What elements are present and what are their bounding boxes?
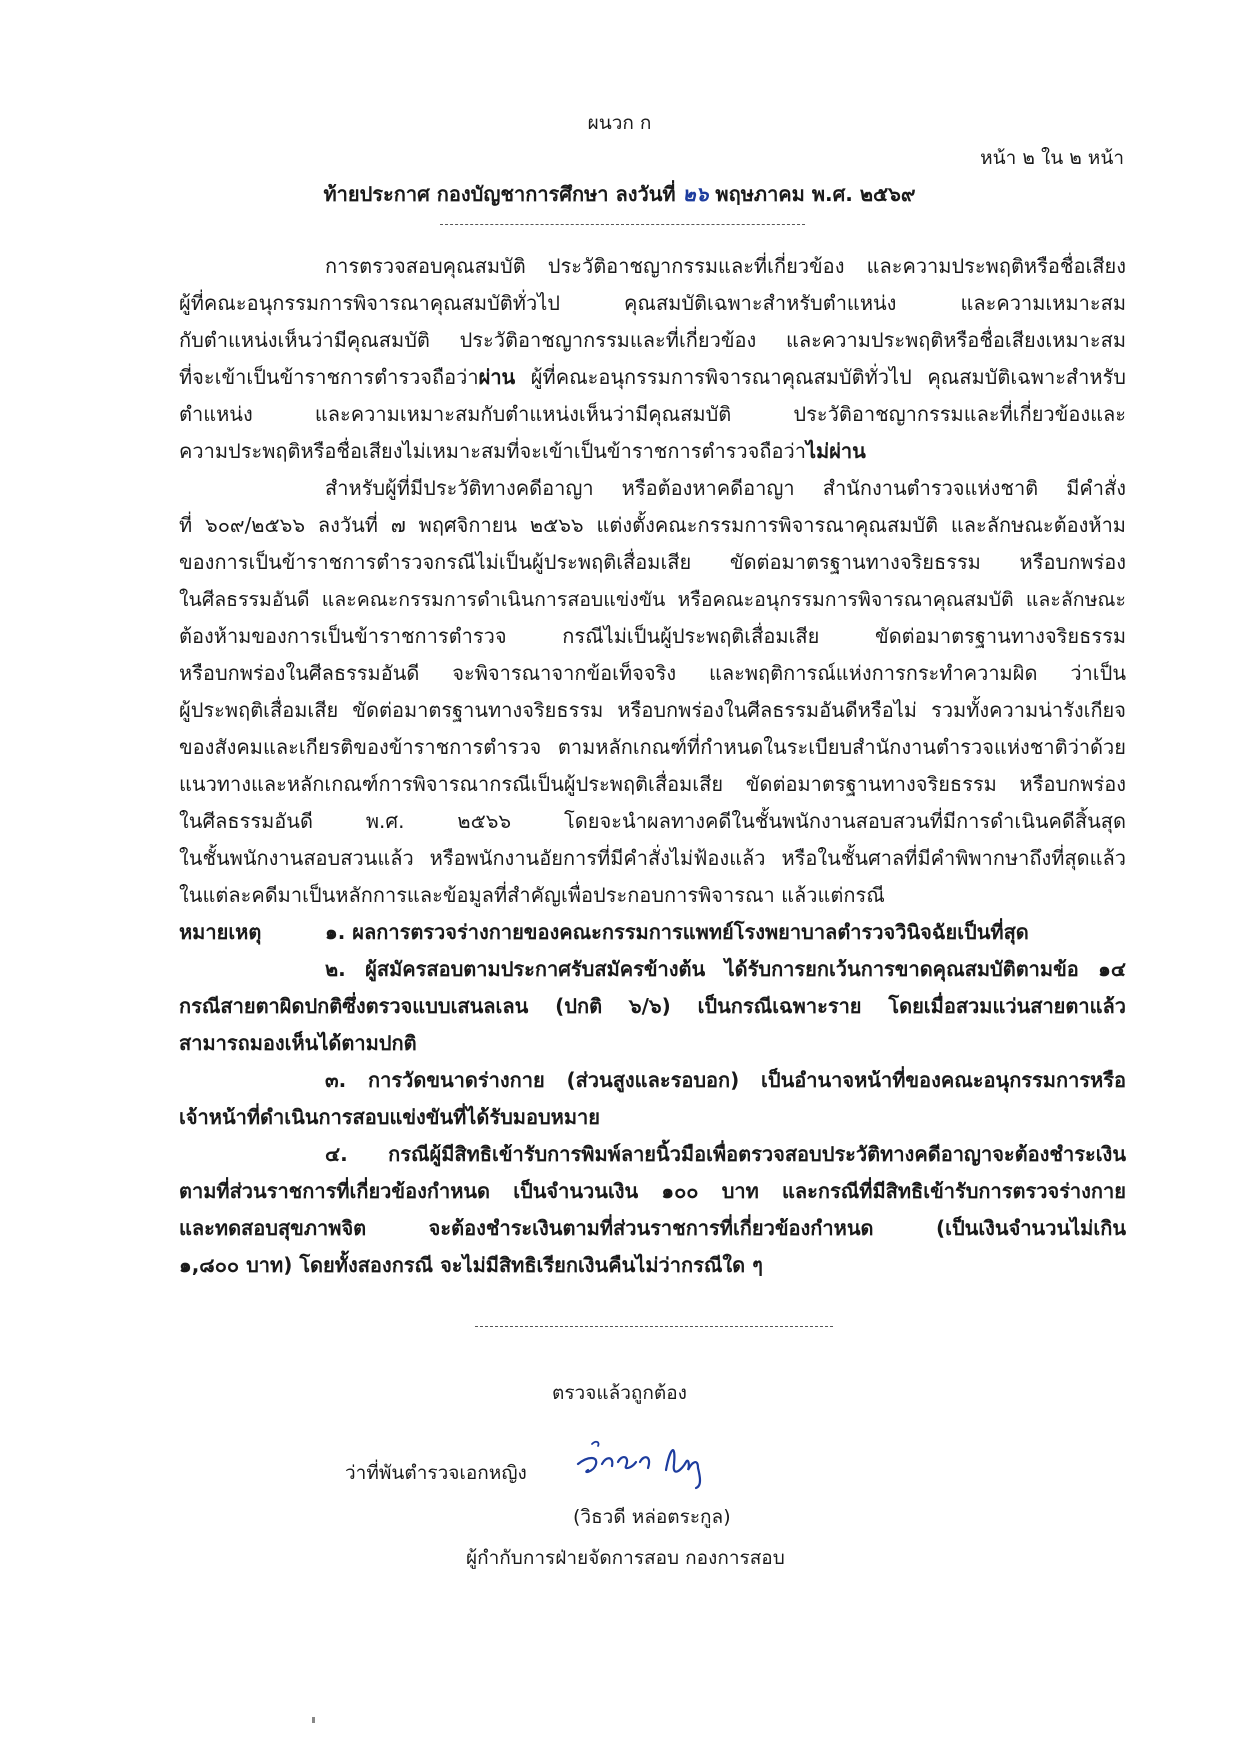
header-suffix: พฤษภาคม พ.ศ. ๒๕๖๙ (715, 182, 916, 206)
para1-line: ตำแหน่ง และความเหมาะสมกับตำแหน่งเห็นว่ามีคุณสมบัติ ประวัติอาชญากรรมและที่เกี่ยวข้องและ (179, 402, 1126, 426)
note-2-line: กรณีสายตาผิดปกติซึ่งตรวจแบบเสนลเลน (ปกติ ๖/๖) เป็นกรณีเฉพาะราย โดยเมื่อสวมแว่นสายตาแล้ว (179, 994, 1126, 1018)
notes-label: หมายเหตุ (179, 920, 262, 944)
header-day: ๒๖ (682, 182, 709, 206)
para2-line: ในศีลธรรมอันดี พ.ศ. ๒๕๖๖ โดยจะนำผลทางคดีในชั้นพนักงานสอบสวนที่มีการดำเนินคดีสิ้นสุด (179, 809, 1126, 833)
para1-line (179, 359, 1126, 396)
handwritten-signature (574, 1434, 724, 1492)
note-1-text: ๑. ผลการตรวจร่างกายของคณะกรรมการแพทย์โรงพยาบาลตำรวจวินิจฉัยเป็นที่สุด (325, 920, 1029, 944)
para1-text: ผู้ที่คณะอนุกรรมการพิจารณาคุณสมบัติทั่วไป คุณสมบัติเฉพาะสำหรับ (515, 365, 1126, 389)
signatory-rank: ว่าที่พันตำรวจเอกหญิง (345, 1462, 527, 1484)
para2-line: ในชั้นพนักงานสอบสวนแล้ว หรือพนักงานอัยการที่มีคำสั่งไม่ฟ้องแล้ว หรือในชั้นศาลที่มีคำพิพากษาถึงที่สุดแล้ว (179, 846, 1126, 870)
note-4-line: ตามที่ส่วนราชการที่เกี่ยวข้องกำหนด เป็นจำนวนเงิน ๑๐๐ บาท และกรณีที่มีสิทธิเข้ารับการตรวจร่างกาย (179, 1179, 1126, 1203)
header-prefix: ท้ายประกาศ กองบัญชาการศึกษา ลงวันที่ (323, 182, 676, 206)
footer-divider (475, 1326, 833, 1327)
verified-statement: ตรวจแล้วถูกต้อง (552, 1382, 687, 1404)
para2-line: ผู้ประพฤติเสื่อมเสีย ขัดต่อมาตรฐานทางจริยธรรม หรือบกพร่องในศีลธรรมอันดีหรือไม่ รวมทั้งความน่ารังเกียจ (179, 698, 1126, 722)
pass-term: ผ่าน (478, 365, 516, 389)
para1-line: กับตำแหน่งเห็นว่ามีคุณสมบัติ ประวัติอาชญากรรมและที่เกี่ยวข้อง และความประพฤติหรือชื่อเสียงเหมาะสม (179, 328, 1126, 352)
note-2-line: ๒. ผู้สมัครสอบตามประกาศรับสมัครข้างต้น ได้รับการยกเว้นการขาดคุณสมบัติตามข้อ ๑๔ (325, 957, 1126, 981)
signatory-position: ผู้กำกับการฝ่ายจัดการสอบ กองการสอบ (466, 1547, 785, 1569)
para2-line: ในแต่ละคดีมาเป็นหลักการและข้อมูลที่สำคัญเพื่อประกอบการพิจารณา แล้วแต่กรณี (179, 883, 885, 907)
header-divider (440, 224, 805, 225)
note-4-line: และทดสอบสุขภาพจิต จะต้องชำระเงินตามที่ส่วนราชการที่เกี่ยวข้องกำหนด (เป็นเงินจำนวนไม่เกิน (179, 1216, 1126, 1240)
page-number: หน้า ๒ ใน ๒ หน้า (980, 147, 1124, 169)
para1-text: ความประพฤติหรือชื่อเสียงไม่เหมาะสมที่จะเข้าเป็นข้าราชการตำรวจถือว่า (179, 439, 806, 463)
note-3-line: ๓. การวัดขนาดร่างกาย (ส่วนสูงและรอบอก) เป็นอำนาจหน้าที่ของคณะอนุกรรมการหรือ (325, 1068, 1126, 1092)
para1-line: การตรวจสอบคุณสมบัติ ประวัติอาชญากรรมและที่เกี่ยวข้อง และความประพฤติหรือชื่อเสียง (325, 254, 1126, 278)
note-1-line (179, 914, 1126, 951)
note-3-line: เจ้าหน้าที่ดำเนินการสอบแข่งขันที่ได้รับมอบหมาย (179, 1105, 600, 1129)
note-4-line: ๑,๘๐๐ บาท) โดยทั้งสองกรณี จะไม่มีสิทธิเรียกเงินคืนไม่ว่ากรณีใด ๆ (179, 1253, 763, 1277)
para2-line: ของสังคมและเกียรติของข้าราชการตำรวจ ตามหลักเกณฑ์ที่กำหนดในระเบียบสำนักงานตำรวจแห่งชาติว่าด้วย (179, 735, 1126, 759)
para2-line: สำหรับผู้ที่มีประวัติทางคดีอาญา หรือต้องหาคดีอาญา สำนักงานตำรวจแห่งชาติ มีคำสั่ง (325, 476, 1126, 500)
para1-line: ผู้ที่คณะอนุกรรมการพิจารณาคุณสมบัติทั่วไป คุณสมบัติเฉพาะสำหรับตำแหน่ง และความเหมาะสม (179, 291, 1126, 315)
signatory-name: (วิธวดี หล่อตระกูล) (573, 1506, 731, 1528)
para1-line (179, 433, 1126, 470)
note-4-line: ๔. กรณีผู้มีสิทธิเข้ารับการพิมพ์ลายนิ้วมือเพื่อตรวจสอบประวัติทางคดีอาญาจะต้องชำระเงิน (325, 1142, 1126, 1166)
para2-line: ที่ ๖๐๙/๒๕๖๖ ลงวันที่ ๗ พฤศจิกายน ๒๕๖๖ แต่งตั้งคณะกรรมการพิจารณาคุณสมบัติ และลักษณะต้องห้าม (179, 513, 1126, 537)
para1-text: ที่จะเข้าเป็นข้าราชการตำรวจถือว่า (179, 365, 479, 389)
para2-line: ของการเป็นข้าราชการตำรวจกรณีไม่เป็นผู้ประพฤติเสื่อมเสีย ขัดต่อมาตรฐานทางจริยธรรม หรือบกพร่อง (179, 550, 1126, 574)
para2-line: หรือบกพร่องในศีลธรรมอันดี จะพิจารณาจากข้อเท็จจริง และพฤติการณ์แห่งการกระทำความผิด ว่าเป็น (179, 661, 1126, 685)
document-body (179, 248, 1126, 1284)
para2-line: แนวทางและหลักเกณฑ์การพิจารณากรณีเป็นผู้ประพฤติเสื่อมเสีย ขัดต่อมาตรฐานทางจริยธรรม หรือบกพร่อง (179, 772, 1126, 796)
fail-term: ไม่ผ่าน (805, 439, 866, 463)
para2-line: ในศีลธรรมอันดี และคณะกรรมการดำเนินการสอบแข่งขัน หรือคณะอนุกรรมการพิจารณาคุณสมบัติ และลักษณะ (179, 588, 1126, 611)
annex-title: ผนวก ก (587, 112, 652, 134)
para2-line: ต้องห้ามของการเป็นข้าราชการตำรวจ กรณีไม่เป็นผู้ประพฤติเสื่อมเสีย ขัดต่อมาตรฐานทางจริยธรรม (179, 624, 1126, 648)
announcement-header (0, 178, 1239, 210)
scan-speck (312, 1717, 315, 1723)
note-2-line: สามารถมองเห็นได้ตามปกติ (179, 1031, 417, 1055)
